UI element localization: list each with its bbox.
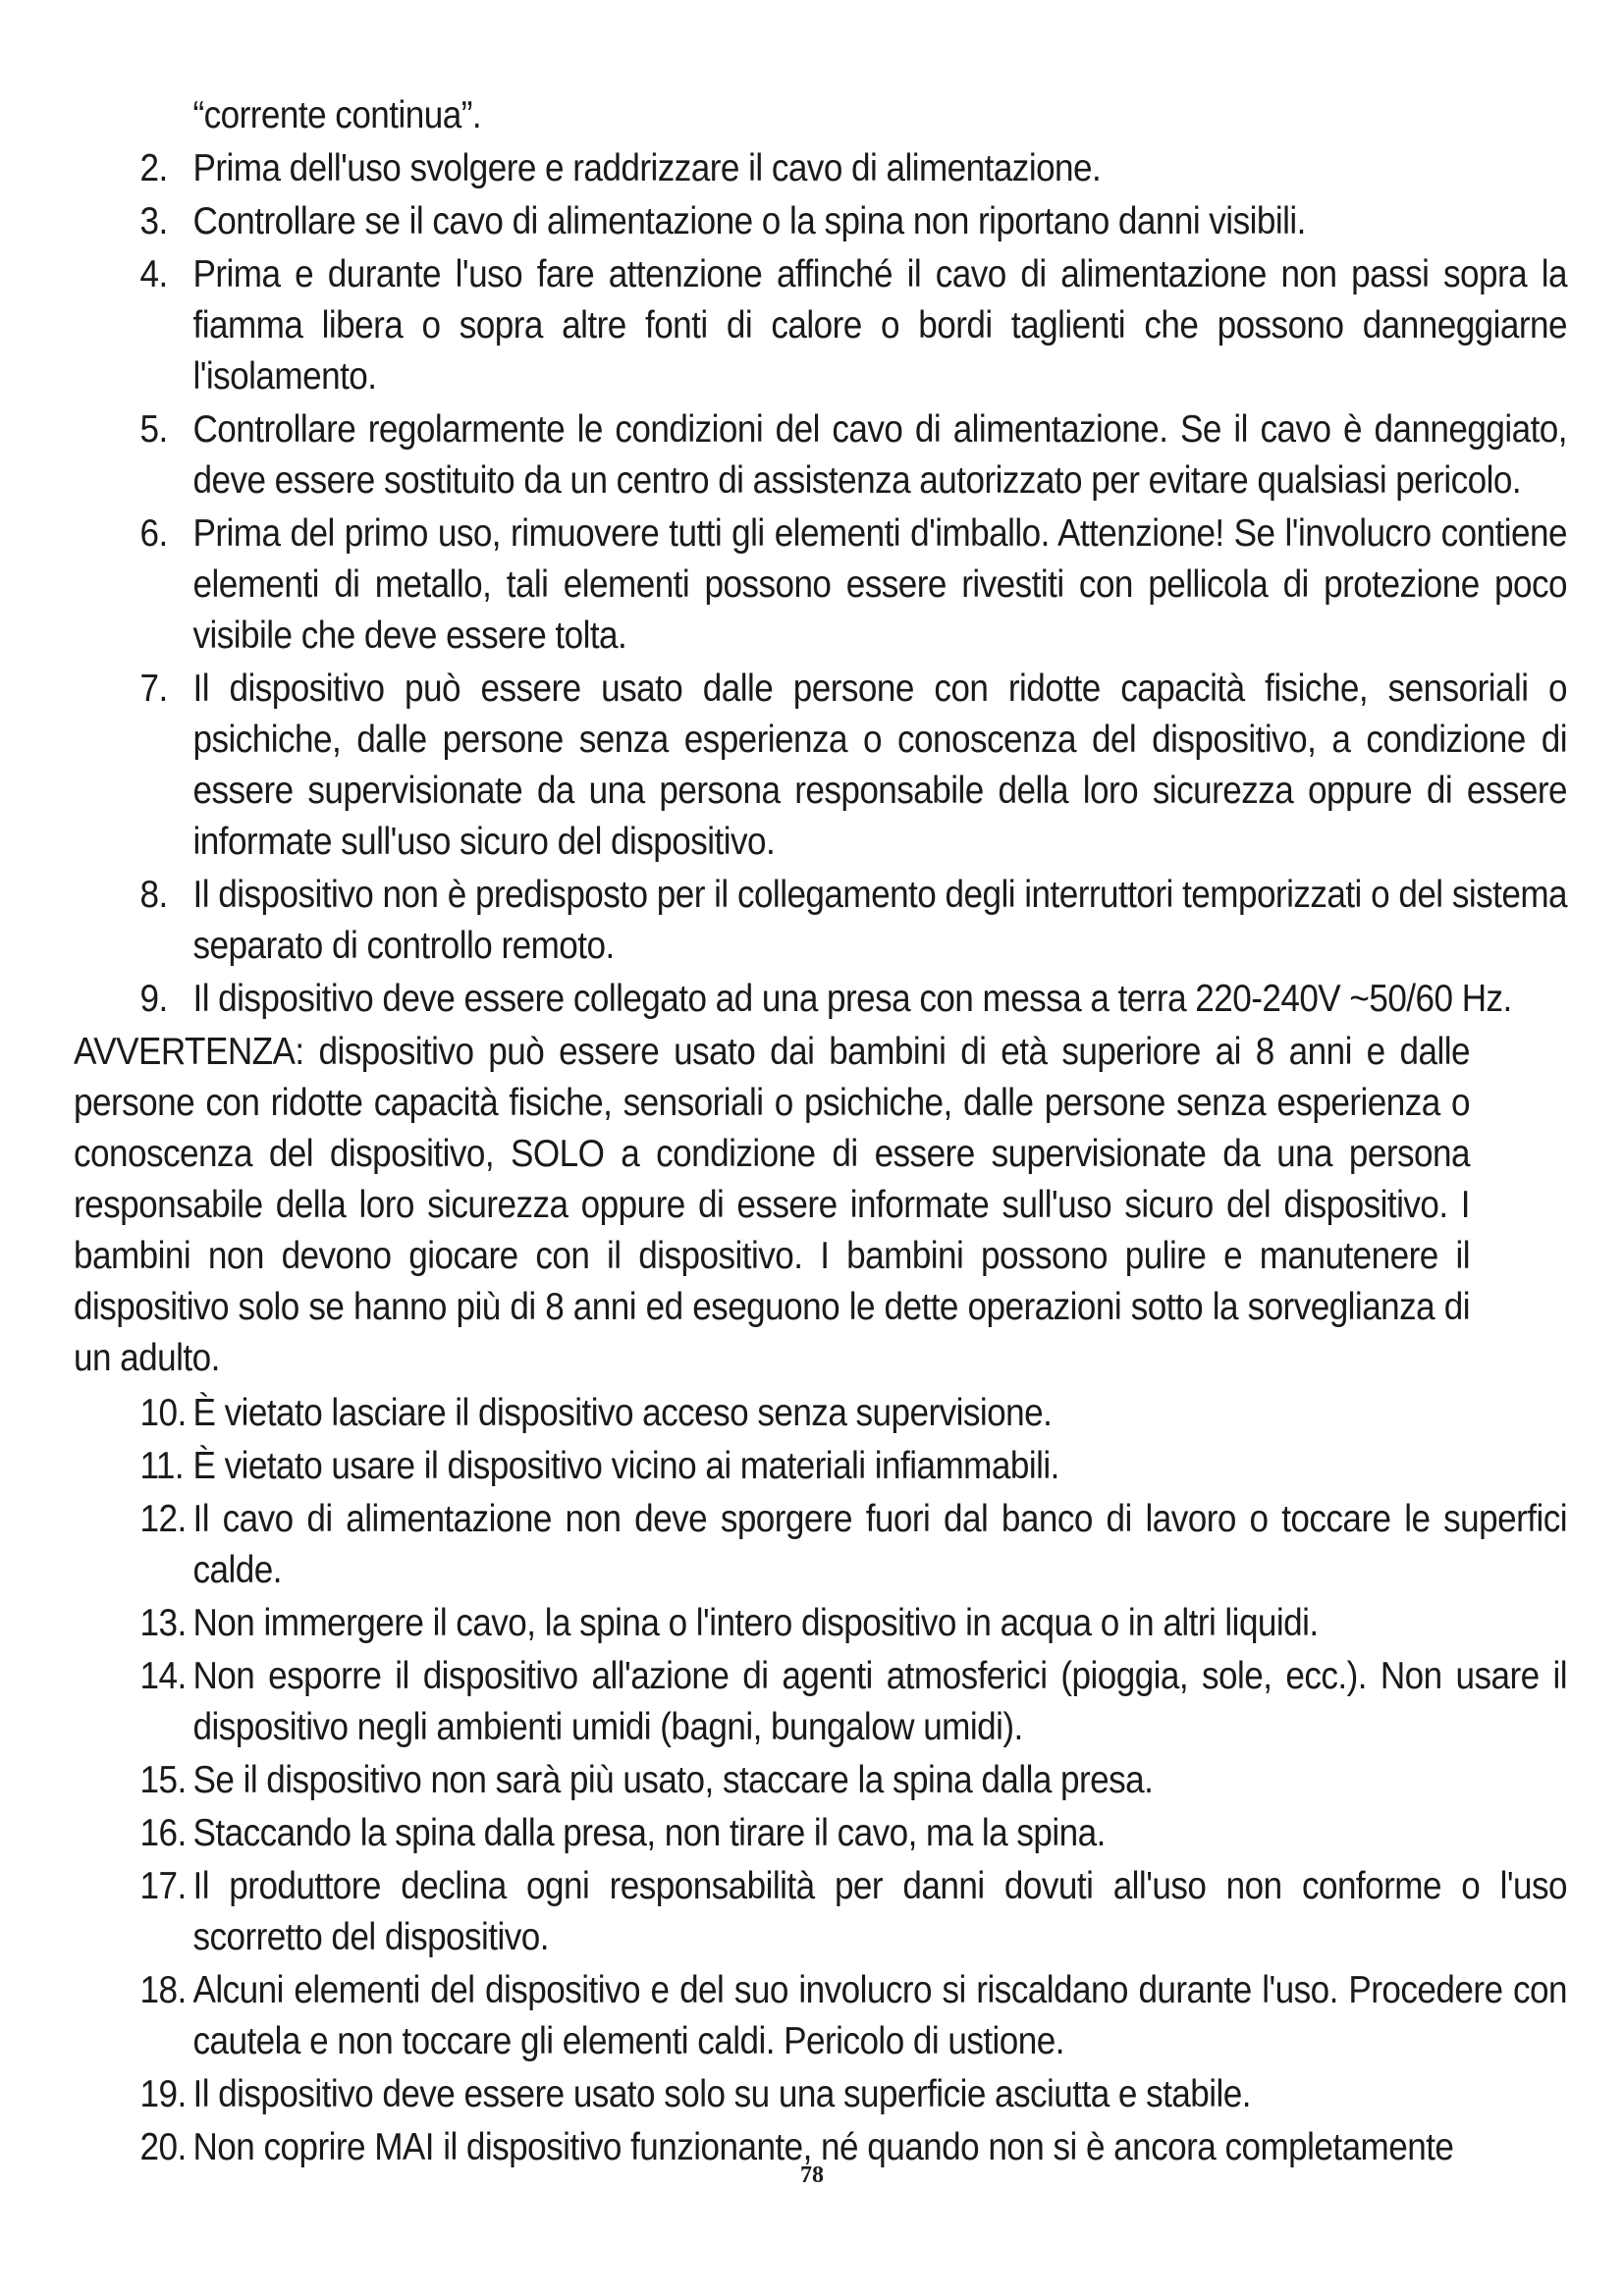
continuation-text: “corrente continua”.: [192, 94, 482, 136]
item-number: 12.: [139, 1498, 187, 1540]
list-item: [74, 870, 1567, 972]
list-item: [74, 1861, 1567, 1963]
warning-paragraph: AVVERTENZA: dispositivo può essere usato dai bambini di età superiore ai 8 anni e dalle persone con ridotte capacità fisiche, sensoriali o psichiche, dalle persone senza esperienza o conoscenza del dispositivo, SOLO a condizione di essere supervisionate da una persona responsabile della loro sicurezza oppure di essere informate sull'uso sicuro del dispositivo. I bambini non devono giocare con il dispositivo. I bambini possono pulire e manutenere il dispositivo solo se hanno più di 8 anni ed eseguono le dette operazioni sotto la sorveglianza di un adulto.: [74, 1031, 1470, 1379]
list-item: [74, 249, 1567, 402]
item-number: 19.: [139, 2073, 187, 2115]
item-number: 11.: [139, 1445, 185, 1487]
item-text: Il dispositivo deve essere usato solo su una superficie asciutta e stabile.: [192, 2073, 1251, 2115]
item-text: Staccando la spina dalla presa, non tirare il cavo, ma la spina.: [192, 1812, 1106, 1854]
list-item: [74, 1965, 1567, 2067]
item-text: Il dispositivo può essere usato dalle persone con ridotte capacità fisiche, sensoriali o psichiche, dalle persone senza esperienza o conoscenza del dispositivo, a condizione di essere supervisionate da una persona responsabile della loro sicurezza oppure di essere informate sull'uso sicuro del dispositivo.: [192, 667, 1567, 863]
list-item: [74, 1441, 1567, 1492]
item-number: 16.: [139, 1812, 187, 1854]
item-number: 15.: [139, 1759, 187, 1801]
item-text: Prima dell'uso svolgere e raddrizzare il cavo di alimentazione.: [192, 147, 1102, 189]
item-text: Il cavo di alimentazione non deve sporgere fuori dal banco di lavoro o toccare le superfici calde.: [192, 1498, 1567, 1591]
list-item: [74, 2069, 1567, 2120]
item-number: 13.: [139, 1602, 187, 1644]
item-number: 14.: [139, 1655, 187, 1697]
list-item: [74, 1808, 1567, 1859]
item-number: 20.: [139, 2126, 187, 2168]
item-text: Non coprire MAI il dispositivo funzionante, né quando non si è ancora completamente: [192, 2126, 1454, 2168]
item-number: 8.: [139, 874, 168, 916]
list-item: [74, 508, 1567, 662]
list-item: [74, 974, 1567, 1025]
item-text: Non immergere il cavo, la spina o l'intero dispositivo in acqua o in altri liquidi.: [192, 1602, 1319, 1644]
safety-list-second: [74, 1388, 1567, 2173]
item-text: Il dispositivo non è predisposto per il collegamento degli interruttori temporizzati o del sistema separato di controllo remoto.: [192, 874, 1567, 967]
item-number: 9.: [139, 978, 168, 1020]
item-number: 3.: [139, 200, 168, 242]
item-number: 10.: [139, 1392, 187, 1434]
list-item: [74, 196, 1567, 247]
list-item: [74, 664, 1567, 868]
item-text: Il dispositivo deve essere collegato ad una presa con messa a terra 220-240V ~50/60 Hz.: [192, 978, 1512, 1020]
item-text: Prima e durante l'uso fare attenzione affinché il cavo di alimentazione non passi sopra la fiamma libera o sopra altre fonti di calore o bordi taglienti che possono danneggiarne l'isolamento.: [192, 253, 1567, 398]
page-number: 78: [800, 2163, 824, 2188]
item-number: 7.: [139, 667, 168, 710]
item-number: 6.: [139, 512, 168, 555]
item-text: È vietato usare il dispositivo vicino ai materiali infiammabili.: [192, 1445, 1059, 1487]
item-text: Controllare se il cavo di alimentazione o la spina non riportano danni visibili.: [192, 200, 1306, 242]
item-text: Controllare regolarmente le condizioni del cavo di alimentazione. Se il cavo è danneggiato, deve essere sostituito da un centro di assistenza autorizzato per evitare qualsiasi pericolo.: [192, 408, 1567, 502]
list-item: [74, 1755, 1567, 1806]
item-number: 18.: [139, 1969, 187, 2011]
list-item: [74, 1651, 1567, 1753]
list-item: [74, 143, 1567, 194]
item-number: 4.: [139, 253, 168, 295]
item-text: È vietato lasciare il dispositivo acceso senza supervisione.: [192, 1392, 1053, 1434]
item-text: Non esporre il dispositivo all'azione di agenti atmosferici (pioggia, sole, ecc.). Non usare il dispositivo negli ambienti umidi (bagni, bungalow umidi).: [192, 1655, 1567, 1748]
list-item: [74, 1598, 1567, 1649]
item-text: Alcuni elementi del dispositivo e del suo involucro si riscaldano durante l'uso. Procedere con cautela e non toccare gli elementi caldi. Pericolo di ustione.: [192, 1969, 1567, 2062]
safety-list-first: [74, 143, 1567, 1025]
item-text: Il produttore declina ogni responsabilità per danni dovuti all'uso non conforme o l'uso scorretto del dispositivo.: [192, 1865, 1567, 1958]
item-number: 17.: [139, 1865, 187, 1907]
item-number: 2.: [139, 147, 168, 189]
page-content: [74, 90, 1567, 2175]
item-text: Prima del primo uso, rimuovere tutti gli elementi d'imballo. Attenzione! Se l'involucro contiene elementi di metallo, tali elementi possono essere rivestiti con pellicola di protezione poco visibile che deve essere tolta.: [192, 512, 1567, 657]
list-item: [74, 1388, 1567, 1439]
list-item: [74, 404, 1567, 507]
list-item: [74, 1494, 1567, 1596]
item-number: 5.: [139, 408, 168, 451]
item-text: Se il dispositivo non sarà più usato, staccare la spina dalla presa.: [192, 1759, 1154, 1801]
